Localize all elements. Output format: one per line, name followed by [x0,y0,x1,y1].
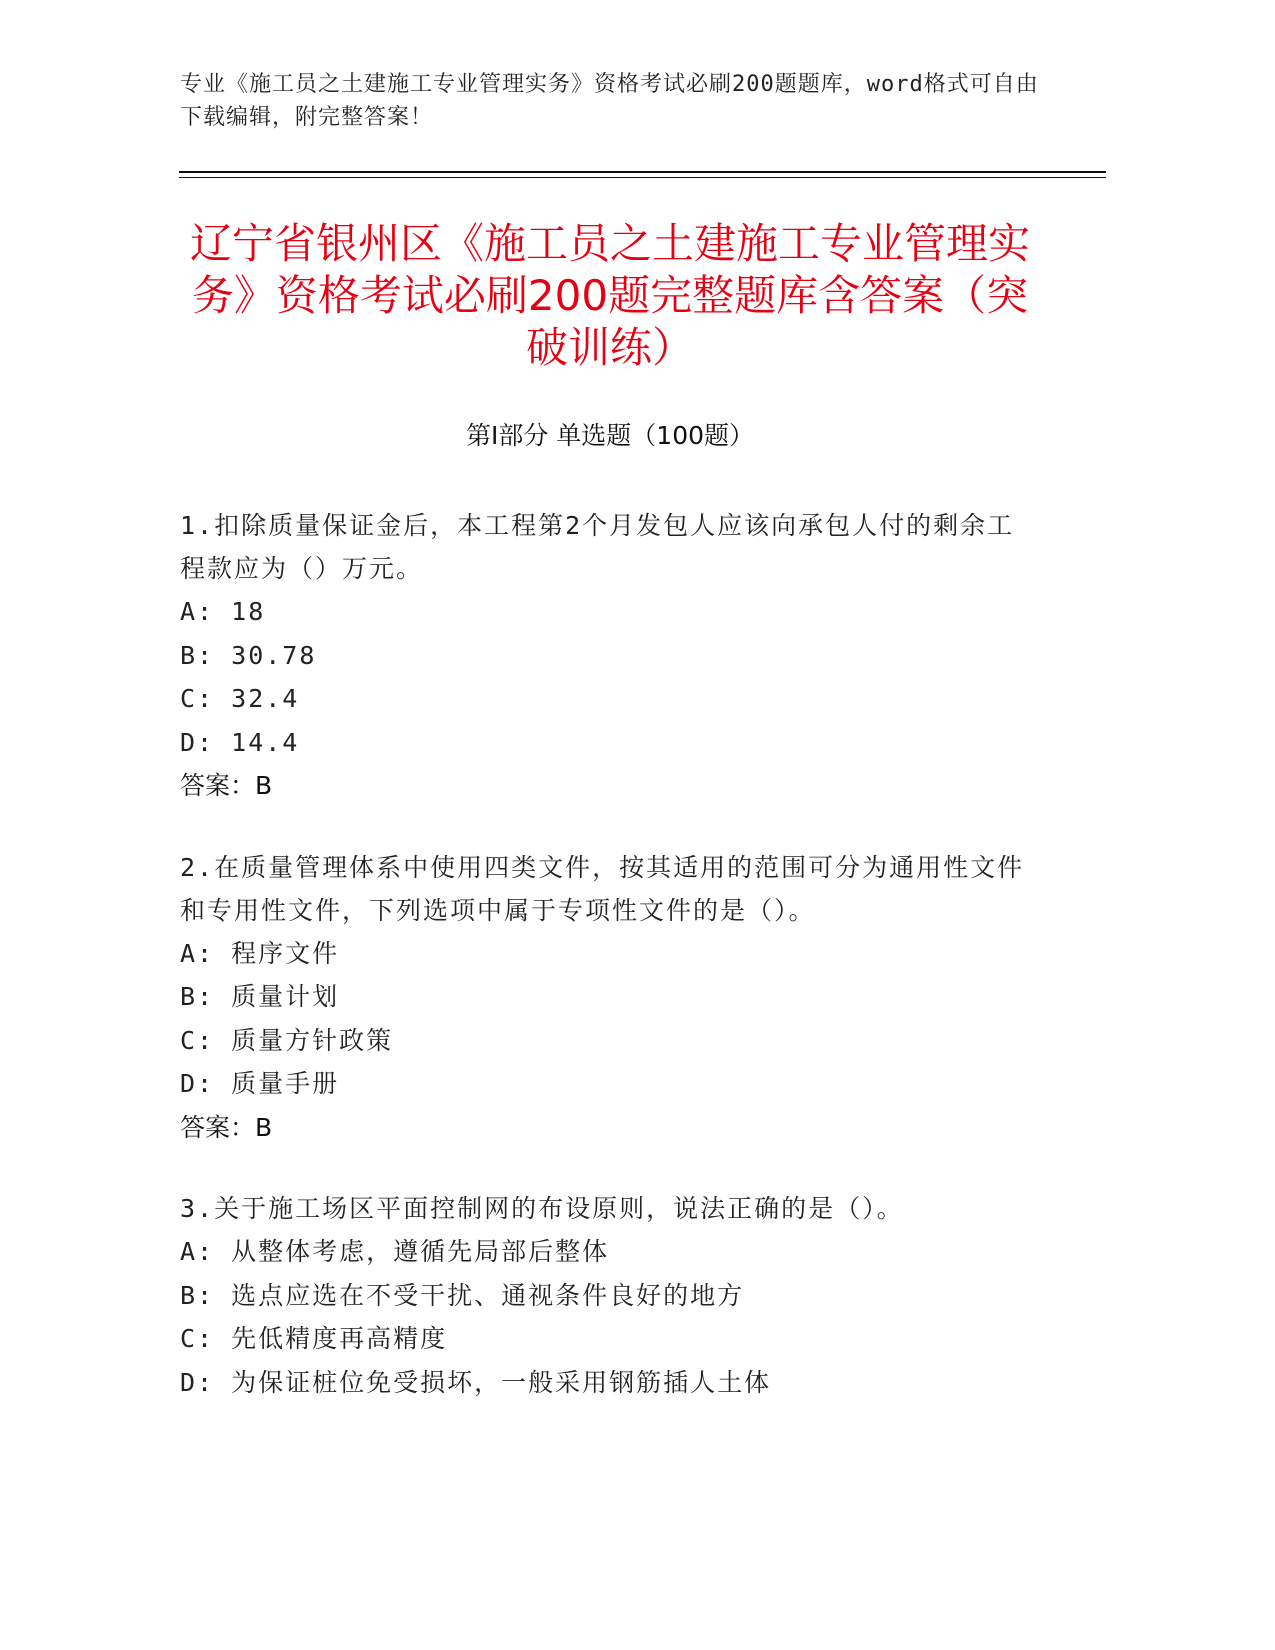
question-2 [180,846,1040,1150]
option-c: C: 先低精度再高精度 [180,1324,448,1353]
document-title: 辽宁省银州区《施工员之土建施工专业管理实务》资格考试必刷200题完整题库含答案（突破训练） [189,219,1030,372]
option-c: C: 32.4 [180,684,300,713]
option-c: C: 质量方针政策 [180,1025,394,1055]
header-note: 专业《施工员之土建施工专业管理实务》资格考试必刷200题题库，word格式可自由下载编辑，附完整答案！ [180,72,1039,130]
option-a: A: 18 [180,597,266,626]
question-list [180,504,1040,1442]
option-b: B: 质量计划 [180,982,340,1011]
option-a: A: 从整体考虑，遵循先局部后整体 [180,1237,610,1266]
option-a: A: 程序文件 [180,938,340,968]
header-divider-thick [179,171,1106,173]
option-b: B: 30.78 [180,640,317,670]
option-b: B: 选点应选在不受干扰、通视条件良好的地方 [180,1280,745,1310]
question-3 [180,1187,1040,1404]
header-divider-thin [179,177,1106,178]
question-1 [180,504,1040,808]
option-d: D: 质量手册 [180,1069,340,1098]
question-stem: 3.关于施工场区平面控制网的布设原则，说法正确的是（）。 [180,1194,904,1223]
question-stem: 2.在质量管理体系中使用四类文件，按其适用的范围可分为通用性文件和专用性文件，下列选项中属于专项性文件的是（）。 [180,852,1025,925]
option-d: D: 14.4 [180,727,300,757]
option-d: D: 为保证桩位免受损坏，一般采用钢筋插人土体 [180,1367,772,1397]
section-title: 第Ⅰ部分 单选题（100题） [465,421,755,450]
question-stem: 1.扣除质量保证金后，本工程第2个月发包人应该向承包人付的剩余工程款应为（）万元。 [180,511,1015,583]
answer-line: 答案：B [180,1112,273,1142]
answer-line: 答案：B [180,771,273,800]
